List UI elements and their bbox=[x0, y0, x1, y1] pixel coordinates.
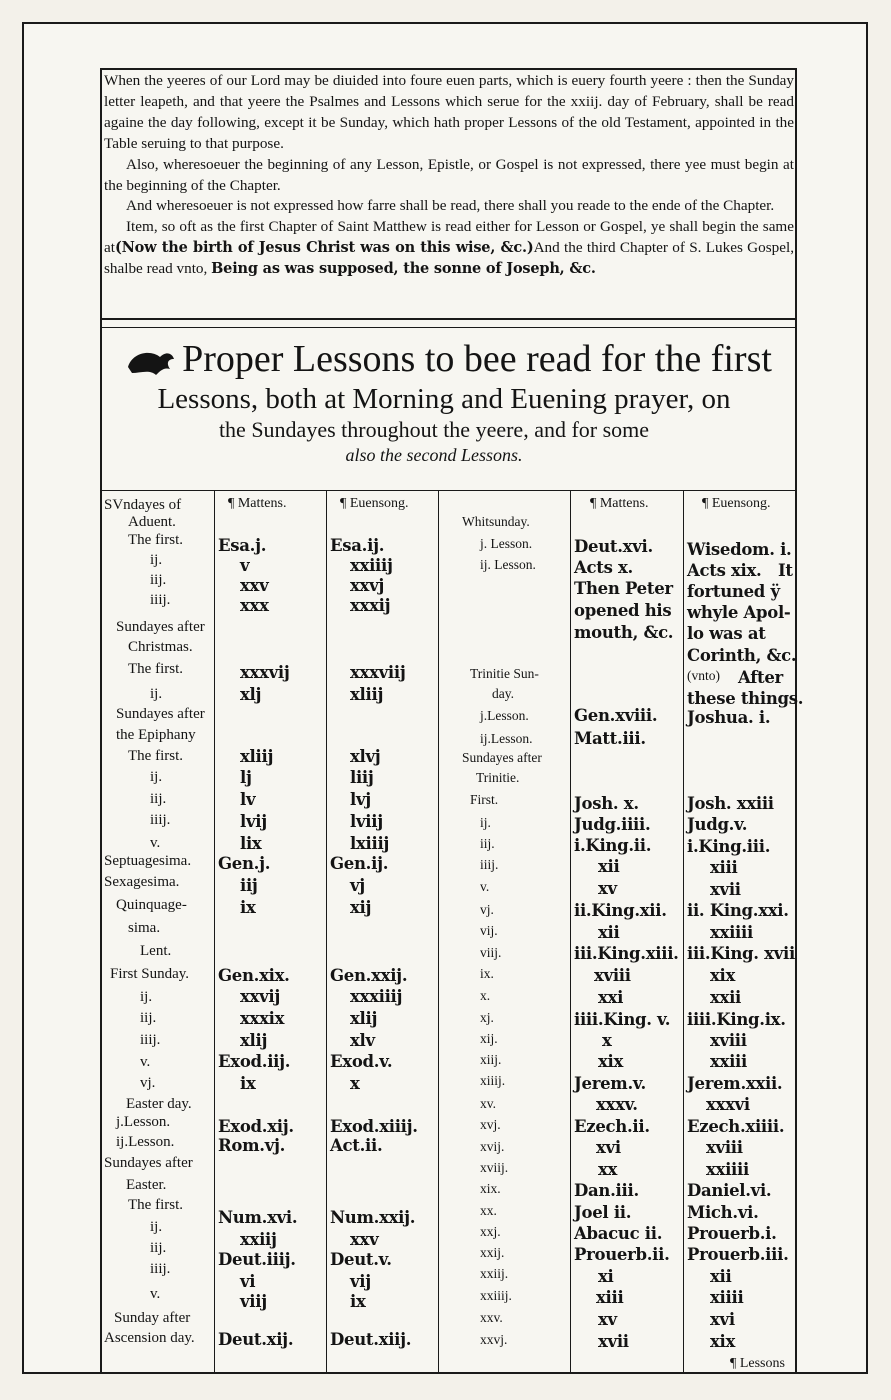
euensong-right-cell: xviii bbox=[710, 1031, 747, 1050]
mattens-right-cell: xv bbox=[598, 879, 617, 898]
euensong-cell: lxiiij bbox=[350, 834, 390, 853]
euensong-right-cell: fortuned ÿ bbox=[687, 582, 780, 601]
mattens-right-cell: Abacuc ii. bbox=[574, 1224, 663, 1243]
euensong-cell: xij bbox=[350, 898, 372, 917]
top-rule bbox=[100, 68, 797, 70]
right-row-label: ij. Lesson. bbox=[480, 557, 536, 572]
euensong-cell: Exod.xiiij. bbox=[330, 1117, 418, 1136]
mattens-cell: lvij bbox=[240, 812, 267, 831]
row-label: ij. bbox=[140, 989, 153, 1005]
euensong-cell: xxv bbox=[350, 1230, 379, 1249]
right-row-label: xv. bbox=[480, 1096, 496, 1111]
euensong-right-cell: xix bbox=[710, 1332, 736, 1351]
euensong-cell: Deut.v. bbox=[330, 1250, 392, 1269]
euensong-right-cell: It bbox=[778, 561, 793, 580]
title-line-4: also the second Lessons. bbox=[345, 445, 523, 465]
mattens-cell: xxx bbox=[240, 596, 269, 615]
mattens-cell: Exod.xij. bbox=[218, 1117, 294, 1136]
row-label: iij. bbox=[140, 1010, 157, 1026]
title-line-1 bbox=[104, 336, 794, 382]
euensong-right-cell: xii bbox=[710, 1267, 732, 1286]
mattens-right-cell: xii bbox=[598, 923, 620, 942]
row-label: Sundayes after bbox=[116, 706, 205, 722]
mattens-right-cell: Jerem.v. bbox=[574, 1074, 646, 1093]
right-row-label: v. bbox=[480, 879, 490, 894]
mattens-cell: xlij bbox=[240, 1031, 268, 1050]
euensong-right-cell: whyle Apol- bbox=[687, 603, 791, 622]
euensong-right-cell: Wisedom. i. bbox=[687, 540, 792, 559]
row-label: The first. bbox=[128, 532, 183, 548]
title-line-1-text: Proper Lessons to bee read for the first bbox=[182, 338, 772, 380]
right-row-label: ix. bbox=[480, 966, 494, 981]
right-row-label: xxiiij. bbox=[480, 1288, 512, 1303]
rubric-p4d: Being as was supposed, the sonne of Joseph, &c. bbox=[211, 260, 596, 278]
euensong-right-cell: iiii.King.ix. bbox=[687, 1010, 786, 1029]
row-label: iiij. bbox=[150, 592, 171, 608]
right-row-label: xij. bbox=[480, 1031, 498, 1046]
col-divider-1 bbox=[214, 491, 215, 1374]
header-euensong-2: ¶ Euensong. bbox=[702, 496, 771, 511]
row-label: Ascension day. bbox=[104, 1330, 195, 1346]
mattens-right-cell: xvi bbox=[596, 1138, 621, 1157]
mattens-cell: xlj bbox=[240, 685, 262, 704]
right-row-label: j. Lesson. bbox=[480, 536, 533, 551]
mattens-right-cell: xx bbox=[598, 1160, 618, 1179]
right-row-label: xxvj. bbox=[480, 1332, 508, 1347]
euensong-right-cell: Acts xix. bbox=[687, 561, 762, 580]
row-label: Sundayes after bbox=[116, 619, 205, 635]
euensong-right-cell: these things. bbox=[687, 689, 804, 708]
mattens-cell: Rom.vj. bbox=[218, 1136, 286, 1155]
mattens-right-cell: i.King.ii. bbox=[574, 836, 652, 855]
euensong-cell: xlv bbox=[350, 1031, 375, 1050]
mattens-cell: iij bbox=[240, 876, 258, 895]
row-label: the Epiphany bbox=[116, 727, 196, 743]
row-label: ij. bbox=[150, 1219, 163, 1235]
right-row-label: xxiij. bbox=[480, 1266, 509, 1281]
mattens-right-cell: xvii bbox=[598, 1332, 629, 1351]
right-row-label: xiij. bbox=[480, 1052, 502, 1067]
euensong-cell: Esa.ij. bbox=[330, 536, 385, 555]
euensong-cell: ix bbox=[350, 1292, 366, 1311]
mattens-cell: lix bbox=[240, 834, 262, 853]
euensong-right-cell: (vnto) bbox=[687, 668, 720, 683]
right-row-label: xviij. bbox=[480, 1160, 509, 1175]
right-row-label: Trinitie. bbox=[476, 770, 520, 785]
euensong-right-cell: Corinth, &c. bbox=[687, 646, 797, 665]
right-row-label: Trinitie Sun- bbox=[470, 666, 539, 681]
euensong-cell: Deut.xiij. bbox=[330, 1330, 412, 1349]
euensong-right-cell: Jerem.xxii. bbox=[687, 1074, 783, 1093]
euensong-cell: vij bbox=[350, 1272, 371, 1291]
euensong-right-cell: Josh. xxiii bbox=[687, 794, 774, 813]
euensong-cell: xxxiiij bbox=[350, 987, 403, 1006]
mattens-cell: lj bbox=[240, 768, 252, 787]
row-label: SVndayes of bbox=[104, 497, 182, 513]
mattens-cell: xxiij bbox=[240, 1230, 277, 1249]
euensong-right-cell: xxiiii bbox=[706, 1160, 749, 1179]
euensong-cell: xxvj bbox=[350, 576, 385, 595]
row-label: v. bbox=[150, 835, 161, 851]
euensong-right-cell: xvi bbox=[710, 1310, 735, 1329]
row-label: v. bbox=[150, 1286, 161, 1302]
row-label: iiij. bbox=[140, 1032, 161, 1048]
euensong-cell: xxiiij bbox=[350, 556, 393, 575]
right-row-label: iiij. bbox=[480, 857, 499, 872]
mattens-cell: xxv bbox=[240, 576, 269, 595]
mattens-right-cell: Acts x. bbox=[574, 558, 633, 577]
right-row-label: x. bbox=[480, 988, 491, 1003]
row-label: Sexagesima. bbox=[104, 874, 180, 890]
mattens-cell: ix bbox=[240, 898, 256, 917]
row-label: Septuagesima. bbox=[104, 853, 192, 869]
right-row-label: xx. bbox=[480, 1203, 497, 1218]
mattens-right-cell: Joel ii. bbox=[574, 1203, 632, 1222]
euensong-right-cell: Ezech.xiiii. bbox=[687, 1117, 785, 1136]
mattens-right-cell: Then Peter bbox=[574, 579, 673, 598]
right-row-label: xvij. bbox=[480, 1139, 505, 1154]
col-divider-5 bbox=[683, 491, 684, 1374]
mattens-cell: Esa.j. bbox=[218, 536, 267, 555]
catchword: ¶ Lessons bbox=[730, 1356, 785, 1371]
row-label: The first. bbox=[128, 1197, 183, 1213]
mattens-right-cell: opened his bbox=[574, 601, 672, 620]
euensong-cell: xlij bbox=[350, 1009, 378, 1028]
right-row-label: xiiij. bbox=[480, 1073, 506, 1088]
mattens-cell: viij bbox=[240, 1292, 267, 1311]
euensong-right-cell: xxxvi bbox=[706, 1095, 750, 1114]
row-label: sima. bbox=[128, 920, 161, 936]
euensong-cell: Gen.ij. bbox=[330, 854, 389, 873]
header-mattens-2: ¶ Mattens. bbox=[590, 496, 649, 511]
right-row-label: xxj. bbox=[480, 1224, 501, 1239]
row-label: ij. bbox=[150, 552, 163, 568]
row-label: iiij. bbox=[150, 812, 171, 828]
right-row-label: First. bbox=[470, 792, 499, 807]
row-label: Sundayes after bbox=[104, 1155, 193, 1171]
mattens-cell: lv bbox=[240, 790, 256, 809]
row-label: ij.Lesson. bbox=[116, 1134, 175, 1150]
row-label: First Sunday. bbox=[110, 966, 190, 982]
title-line-2: Lessons, both at Morning and Euening prayer, on bbox=[157, 383, 731, 415]
euensong-right-cell: xiiii bbox=[710, 1288, 744, 1307]
row-label: iij. bbox=[150, 1240, 167, 1256]
col-divider-2 bbox=[326, 491, 327, 1374]
mattens-cell: Deut.xij. bbox=[218, 1330, 294, 1349]
row-label: Aduent. bbox=[128, 514, 176, 530]
right-row-label: vj. bbox=[480, 902, 494, 917]
euensong-right-cell: iii.King. xvii bbox=[687, 944, 795, 963]
euensong-cell: xlvj bbox=[350, 747, 381, 766]
right-row-label: viij. bbox=[480, 945, 502, 960]
row-label: Lent. bbox=[140, 943, 172, 959]
mattens-cell: xliij bbox=[240, 747, 274, 766]
row-label: v. bbox=[140, 1054, 151, 1070]
euensong-cell: vj bbox=[350, 876, 365, 895]
euensong-right-cell: xvii bbox=[710, 880, 741, 899]
row-label: iij. bbox=[150, 791, 167, 807]
euensong-right-cell: Prouerb.i. bbox=[687, 1224, 777, 1243]
mattens-cell: Num.xvi. bbox=[218, 1208, 298, 1227]
euensong-right-cell: Joshua. i. bbox=[687, 708, 771, 727]
table-rule bbox=[100, 490, 797, 491]
mattens-right-cell: xv bbox=[598, 1310, 617, 1329]
mattens-right-cell: Matt.iii. bbox=[574, 729, 646, 748]
row-label: Sunday after bbox=[114, 1310, 191, 1326]
rubric-p2: Also, wheresoeuer the beginning of any Lesson, Epistle, or Gospel is not expressed, there yee must begin at the beginning of the Chapter. bbox=[104, 155, 794, 194]
mattens-right-cell: iiii.King. v. bbox=[574, 1010, 671, 1029]
mattens-cell: Exod.iij. bbox=[218, 1052, 291, 1071]
header-euensong: ¶ Euensong. bbox=[340, 496, 409, 511]
right-row-label: xix. bbox=[480, 1181, 501, 1196]
mattens-cell: Gen.j. bbox=[218, 854, 271, 873]
euensong-cell: liij bbox=[350, 768, 374, 787]
title-line-3: the Sundayes throughout the yeere, and for some bbox=[218, 417, 650, 442]
row-label: Quinquage- bbox=[116, 897, 187, 913]
row-label: Easter. bbox=[126, 1177, 167, 1193]
euensong-cell: xliij bbox=[350, 685, 384, 704]
mattens-cell: Gen.xix. bbox=[218, 966, 290, 985]
right-row-label: iij. bbox=[480, 836, 495, 851]
mattens-right-cell: xii bbox=[598, 857, 620, 876]
euensong-cell: xxxij bbox=[350, 596, 391, 615]
row-label: j.Lesson. bbox=[116, 1114, 171, 1130]
mattens-right-cell: iii.King.xiii. bbox=[574, 944, 679, 963]
euensong-cell: Exod.v. bbox=[330, 1052, 393, 1071]
euensong-right-cell: Prouerb.iii. bbox=[687, 1245, 789, 1264]
euensong-right-cell: xxiii bbox=[710, 1052, 747, 1071]
mattens-cell: xxvij bbox=[240, 987, 280, 1006]
row-label: Easter day. bbox=[126, 1096, 192, 1112]
right-row-label: xxij. bbox=[480, 1245, 505, 1260]
rubric-rule-2 bbox=[100, 327, 797, 328]
col-divider-4 bbox=[570, 491, 571, 1374]
title-block bbox=[104, 336, 794, 467]
mattens-right-cell: Prouerb.ii. bbox=[574, 1245, 670, 1264]
euensong-right-cell: xviii bbox=[706, 1138, 743, 1157]
row-label: ij. bbox=[150, 686, 163, 702]
rubric bbox=[104, 71, 794, 280]
euensong-cell: lvj bbox=[350, 790, 371, 809]
right-row-label: xvj. bbox=[480, 1117, 501, 1132]
rubric-rule bbox=[100, 318, 797, 320]
row-label: iij. bbox=[150, 572, 167, 588]
right-row-label: vij. bbox=[480, 923, 498, 938]
mattens-right-cell: xxi bbox=[598, 988, 624, 1007]
right-row-label: xxv. bbox=[480, 1310, 503, 1325]
right-row-label: j.Lesson. bbox=[480, 708, 529, 723]
row-label: iiij. bbox=[150, 1261, 171, 1277]
euensong-cell: Num.xxij. bbox=[330, 1208, 416, 1227]
fleuron-icon bbox=[126, 347, 176, 377]
rubric-p4c: And the third Chapter of S. Lukes Gospel, shalbe read vnto, bbox=[104, 239, 794, 278]
row-label: vj. bbox=[140, 1075, 156, 1091]
row-label: The first. bbox=[128, 748, 183, 764]
mattens-cell: xxxix bbox=[240, 1009, 285, 1028]
right-row-label: ij. bbox=[480, 815, 491, 830]
mattens-right-cell: Ezech.ii. bbox=[574, 1117, 650, 1136]
euensong-cell: x bbox=[350, 1074, 360, 1093]
euensong-right-cell: Daniel.vi. bbox=[687, 1181, 772, 1200]
euensong-right-cell: xiii bbox=[710, 858, 738, 877]
mattens-cell: vi bbox=[240, 1272, 256, 1291]
euensong-cell: xxxviij bbox=[350, 663, 406, 682]
mattens-cell: Deut.iiij. bbox=[218, 1250, 296, 1269]
right-row-label: Sundayes after bbox=[462, 750, 542, 765]
header-mattens: ¶ Mattens. bbox=[228, 496, 287, 511]
mattens-right-cell: Dan.iii. bbox=[574, 1181, 639, 1200]
euensong-right-cell: xxiiii bbox=[710, 923, 753, 942]
euensong-right-cell: ii. King.xxi. bbox=[687, 901, 789, 920]
mattens-cell: xxxvij bbox=[240, 663, 290, 682]
euensong-right-cell: Mich.vi. bbox=[687, 1203, 759, 1222]
right-row-label: ij.Lesson. bbox=[480, 731, 533, 746]
euensong-right-cell: lo was at bbox=[687, 624, 766, 643]
euensong-right-cell: Judg.v. bbox=[687, 815, 748, 834]
euensong-cell: lviij bbox=[350, 812, 383, 831]
rubric-p3: And wheresoeuer is not expressed how farre shall be read, there shall you reade to the ende of the Chapter. bbox=[126, 197, 775, 215]
mattens-cell: v bbox=[240, 556, 250, 575]
right-row-label: day. bbox=[492, 686, 514, 701]
mattens-right-cell: ii.King.xii. bbox=[574, 901, 667, 920]
mattens-right-cell: xiii bbox=[596, 1288, 624, 1307]
mattens-right-cell: Josh. x. bbox=[574, 794, 639, 813]
mattens-right-cell: Judg.iiii. bbox=[574, 815, 651, 834]
euensong-cell: Gen.xxij. bbox=[330, 966, 408, 985]
row-label: The first. bbox=[128, 661, 183, 677]
mattens-right-cell: xix bbox=[598, 1052, 624, 1071]
mattens-right-cell: xxxv. bbox=[596, 1095, 638, 1114]
mattens-right-cell: Gen.xviii. bbox=[574, 706, 658, 725]
row-label: ij. bbox=[150, 769, 163, 785]
rubric-p4 bbox=[104, 217, 794, 280]
euensong-cell: Act.ii. bbox=[330, 1136, 383, 1155]
rubric-p4b: (Now the birth of Jesus Christ was on this wise, &c.) bbox=[114, 239, 534, 257]
right-row-label: xj. bbox=[480, 1010, 494, 1025]
row-label: Christmas. bbox=[128, 639, 193, 655]
mattens-cell: ix bbox=[240, 1074, 256, 1093]
col-divider-3 bbox=[438, 491, 439, 1374]
mattens-right-cell: x bbox=[602, 1031, 612, 1050]
right-row-label: Whitsunday. bbox=[462, 514, 530, 529]
mattens-right-cell: Deut.xvi. bbox=[574, 537, 653, 556]
euensong-right-cell: xix bbox=[710, 966, 736, 985]
euensong-right-cell: After bbox=[738, 668, 783, 687]
mattens-right-cell: xi bbox=[598, 1267, 614, 1286]
euensong-right-cell: xxii bbox=[710, 988, 742, 1007]
rubric-p1: When the yeeres of our Lord may be diuided into foure euen parts, which is euery fourth yeere : then the Sunday letter leapeth, and that yeere the Psalmes and Lessons which serue for the xxiij. day of February, shall be read againe the day following, except it be Sunday, which hath proper Lessons of the old Testament, appointed in the Table seruing to that purpose. bbox=[104, 72, 794, 152]
rubric-p4a: Item, so oft as the first Chapter of Saint Matthew is read either for Lesson or Gospel, ye shall begin the same at bbox=[104, 218, 794, 257]
mattens-right-cell: xviii bbox=[594, 966, 631, 985]
euensong-right-cell: i.King.iii. bbox=[687, 837, 771, 856]
mattens-right-cell: mouth, &c. bbox=[574, 623, 674, 642]
